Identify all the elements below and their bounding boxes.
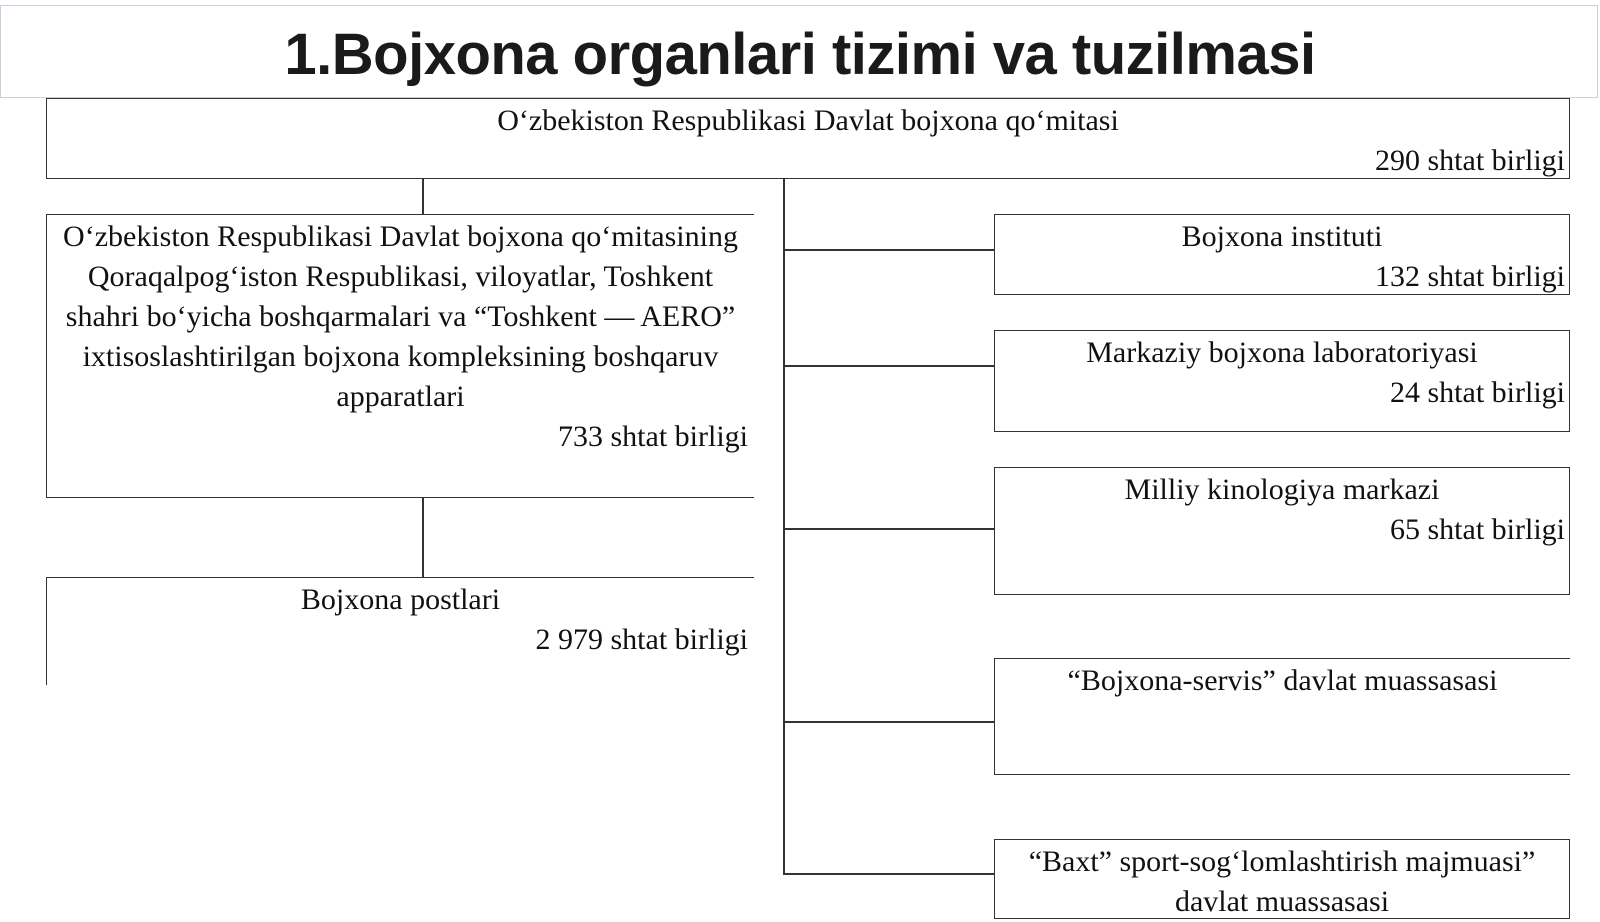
node-regional-count: 733 shtat birligi [558,420,748,453]
node-institute-name: Bojxona instituti [1181,220,1383,253]
page-title: 1.Bojxona organlari tizimi va tuzilmasi [284,22,1316,87]
node-committee [46,98,1570,179]
connector-kinology [783,528,994,530]
node-sport [994,839,1570,919]
node-kinology-name: Milliy kinologiya markazi [1124,473,1440,506]
connector-laboratory [783,365,994,367]
connector-sport [783,873,994,875]
connector-regional-posts [422,497,424,577]
node-posts-count: 2 979 shtat birligi [535,623,748,656]
node-kinology [994,467,1570,595]
connector-institute [783,249,994,251]
node-laboratory-name: Markaziy bojxona laboratoriyasi [1086,336,1478,369]
connector-committee-regional [422,178,424,214]
node-service [994,658,1570,775]
connector-service [783,721,994,723]
node-committee-name: O‘zbekiston Respublikasi Davlat bojxona qo‘mitasi [497,104,1119,137]
node-service-name: “Bojxona-servis” davlat muassasasi [1067,664,1498,697]
node-laboratory [994,330,1570,432]
node-posts [46,577,754,685]
node-regional [46,214,754,498]
node-committee-count: 290 shtat birligi [1375,144,1565,177]
node-institute-count: 132 shtat birligi [1375,260,1565,293]
node-laboratory-count: 24 shtat birligi [1390,376,1565,409]
node-kinology-count: 65 shtat birligi [1390,513,1565,546]
connector-trunk [783,178,785,874]
node-posts-name: Bojxona postlari [300,583,501,616]
node-regional-name: O‘zbekiston Respublikasi Davlat bojxona qo‘mitasining Qoraqalpog‘iston Respublikasi, viloyatlar, Toshkent shahri bo‘yicha boshqarmalari va “Toshkent — AERO” ixtisoslashtirilgan bojxona kompleksining boshqaruv apparatlari [63,220,738,413]
node-institute [994,214,1570,295]
node-sport-name: “Baxt” sport-sog‘lomlashtirish majmuasi” davlat muassasasi [1028,845,1536,918]
